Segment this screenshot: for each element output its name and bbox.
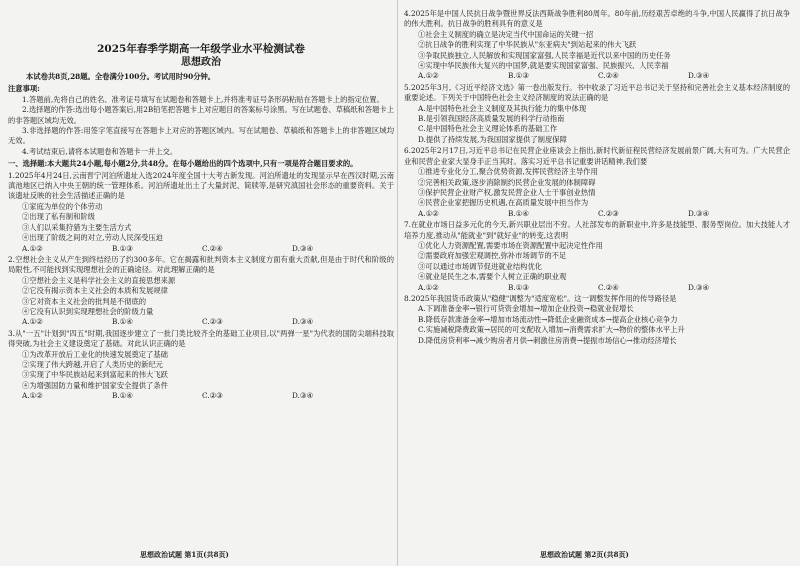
option: ②需要政府加强宏观调控,弥补市场调节的不足 [418,251,567,261]
option: D.降低房贷利率→减少购房者月供→刺激住房消费→提振市场信心→推动经济增长 [418,335,677,345]
notice-4: 4.考试结束后,请将本试题卷和答题卡一并上交。 [22,146,178,156]
option: ③可以通过市场调节促进就业结构优化 [418,261,543,271]
option: C.是中国特色社会主义理论体系的基础工作 [418,124,557,134]
answer-choices [8,391,394,401]
option: ③人们以采集狩猎为主要生活方式 [22,222,132,232]
answer-choice: B.①④ [112,391,133,401]
option: ②完善相关政策,逐步消除制约民营企业发展的体制障碍 [418,177,596,187]
question-stem: 2.空想社会主义从产生到终结经历了约300多年。它在揭露和批判资本主义制度方面有重大贡献,但是由于时代和阶级的局限性,不可能找到实现理想社会的正确途径。对此理解正确的是 [8,254,394,275]
page-1 [8,8,394,402]
question-stem: 8.2025年我国货币政策从"稳健"调整为"适度宽松"。这一调整发挥作用的传导路径是 [404,293,677,303]
answer-choice: A.①② [418,208,439,218]
answer-choice: B.①④ [508,208,529,218]
notice-1: 1.答题前,先将自己的姓名、准考证号填写在试题卷和答题卡上,并将准考证号条形码粘贴在答题卡上的指定位置。 [22,94,384,104]
answer-choice: C.②③ [598,208,619,218]
option: ④实现中华民族伟大复兴的中国梦,就是要实现国家富强、民族振兴、人民幸福 [418,61,669,71]
section-heading: 一、选择题:本大题共24小题,每小题2分,共48分。在每小题给出的四个选项中,只有一项是符合题目要求的。 [8,159,358,169]
question-stem: 6.2025年2月17日,习近平总书记在民营企业座谈会上指出,新时代新征程民营经济发展前景广阔,大有可为。广大民营企业和民营企业家大显身手正当其时。落实习近平总书记重要讲话精神,我们要 [404,146,790,166]
option: ③它对资本主义社会的批判是不彻底的 [22,296,147,306]
exam-title: 2025年春季学期高一年级学业水平检测试卷 [97,43,305,55]
option: ①为改革开放后工业化的快速发展奠定了基础 [22,349,168,359]
page-footer-right: 思想政治试题 第2页(共8页) [540,550,629,559]
answer-choice: B.①④ [112,317,133,327]
option: ①推进专业化分工,聚合优势资源,发挥民营经济主导作用 [418,167,598,177]
option: ④就业是民生之本,需要个人树立正确的职业观 [418,272,567,282]
page-footer-left: 思想政治试题 第1页(共8页) [140,550,229,559]
answer-choice: C.②③ [202,391,223,401]
answer-choice: C.②④ [202,243,223,253]
option: D.提供了持续发展,为我国国家提供了制度保障 [418,134,567,144]
question-stem: 1.2025年4月24日,云南晋宁河泊所遗址入选2024年度全国十大考古新发现。河泊所遗址的发现显示早在西汉时期,云南滇池地区已纳入中央王朝的统一管理体系。河泊所遗址出土了大量封泥、简牍等,是研究滇国社会形态的重要资料。关于该遗址反映的社会生活描述正确的是 [8,170,394,201]
answer-choices [404,209,790,219]
question-stem: 5.2025年3月,《习近平经济文选》第一卷出版发行。书中收录了习近平总书记关于坚持和完善社会主义基本经济制度的重要论述。下列关于中国特色社会主义经济制度的说法正确的是 [404,82,790,103]
question-7 [404,220,790,293]
option: ①社会主义制度的确立是决定当代中国命运的关键一招 [418,29,594,39]
option: A.下调准备金率→银行可贷资金增加→增加企业投资→稳就业促增长 [418,304,634,314]
option: ④它没有认识到实现理想社会的阶级力量 [22,306,154,316]
exam-meta: 本试卷共8页,28题。全卷满分100分。考试用时90分钟。 [26,72,216,81]
answer-choice: A.①② [22,317,43,327]
option: C.实施减税降费政策→居民的可支配收入增加→消费需求扩大→物价的整体水平上升 [418,325,685,335]
option: ③实现了中华民族站起来到富起来的伟大飞跃 [22,370,168,380]
answer-choice: D.③④ [688,282,709,292]
option: ④出现了阶级之间的对立,劳动人民深受压迫 [22,233,163,243]
option: ④民营企业家把握历史机遇,在高质量发展中担当作为 [418,198,589,208]
answer-choice: A.①② [22,391,43,401]
answer-choice: D.③④ [292,243,313,253]
answer-choices [404,71,790,81]
answer-choice: C.②④ [598,71,619,81]
answer-choice: B.①③ [112,243,133,253]
answer-choice: A.①② [418,282,439,292]
notice-2: 2.选择题的作答:选出每小题答案后,用2B铅笔把答题卡上对应题目的答案标号涂黑。写在试题卷、草稿纸和答题卡上的非答题区域均无效。 [8,105,394,125]
answer-choices [8,244,394,254]
notice-3: 3.非选择题的作答:用签字笔直接写在答题卡上对应的答题区域内。写在试题卷、草稿纸和答题卡上的非答题区域均无效。 [8,126,394,146]
answer-choice: B.①③ [508,282,529,292]
answer-choice: C.②④ [598,282,619,292]
answer-choice: D.③④ [688,208,709,218]
option: ③争取民族独立,人民解放和实现国家富强,人民幸福是近代以来中国的历史任务 [418,50,671,60]
answer-choice: B.①③ [508,71,529,81]
exam-subject: 思想政治 [181,57,221,68]
answer-choice: D.③④ [292,317,313,327]
option: B.是引领我国经济高质量发展的科学行动指南 [418,114,565,124]
option: ①优化人力资源配置,需要市场在资源配置中起决定性作用 [418,240,603,250]
answer-choices [8,317,394,327]
option: ②抗日战争的胜利实现了中华民族从"东亚病夫"到站起来的伟大飞跃 [418,40,637,50]
answer-choice: D.③④ [292,391,313,401]
option: A.是中国特色社会主义制度及其执行能力的集中体现 [418,103,587,113]
question-6 [404,146,790,219]
option: ②出现了私有制和阶级 [22,212,95,222]
answer-choice: D.③④ [688,71,709,81]
question-stem: 3.从"一五"计划到"四五"时期,我国逐步建立了一批门类比较齐全的基础工业项目,以"两弹一星"为代表的国防尖端科技取得突破,为社会主义建设奠定了基础。对此认识正确的是 [8,328,394,349]
question-3 [8,329,394,402]
answer-choices [404,283,790,293]
answer-choice: C.②③ [202,317,223,327]
option: ②它没有揭示资本主义社会的本质和发展规律 [22,286,168,296]
option: ②实现了伟大跨越,开启了人类历史的新纪元 [22,359,163,369]
notice-heading: 注意事项: [8,84,40,94]
option: ①家庭为单位的个体劳动 [22,201,103,211]
page-2 [404,8,790,346]
question-5 [404,83,790,145]
question-1 [8,171,394,254]
option: ③保护民营企业财产权,激发民营企业人士干事创业热情 [418,187,596,197]
question-2 [8,255,394,328]
question-stem: 7.在就业市场日益多元化的今天,新兴职业层出不穷。人社部发布的新职业中,许多是技能型、服务型岗位。加大技能人才培养力度,推动从"能就业"到"就好业"的转变,这表明 [404,220,790,240]
question-4 [404,9,790,82]
answer-choice: A.①② [418,71,439,81]
page-fold-divider [397,0,398,566]
option: ①空想社会主义是科学社会主义的直接思想来源 [22,275,176,285]
question-8 [404,294,790,346]
option: B.降低存款准备金率→增加市场流动性→降低企业融资成本→提高企业核心竞争力 [418,314,678,324]
option: ④为增强国防力量和维护国家安全提供了条件 [22,380,168,390]
answer-choice: A.①② [22,243,43,253]
question-stem: 4.2025年是中国人民抗日战争暨世界反法西斯战争胜利80周年。80年前,历经艰苦卓绝的斗争,中国人民赢得了抗日战争的伟大胜利。抗日战争的胜利具有的意义是 [404,9,790,29]
